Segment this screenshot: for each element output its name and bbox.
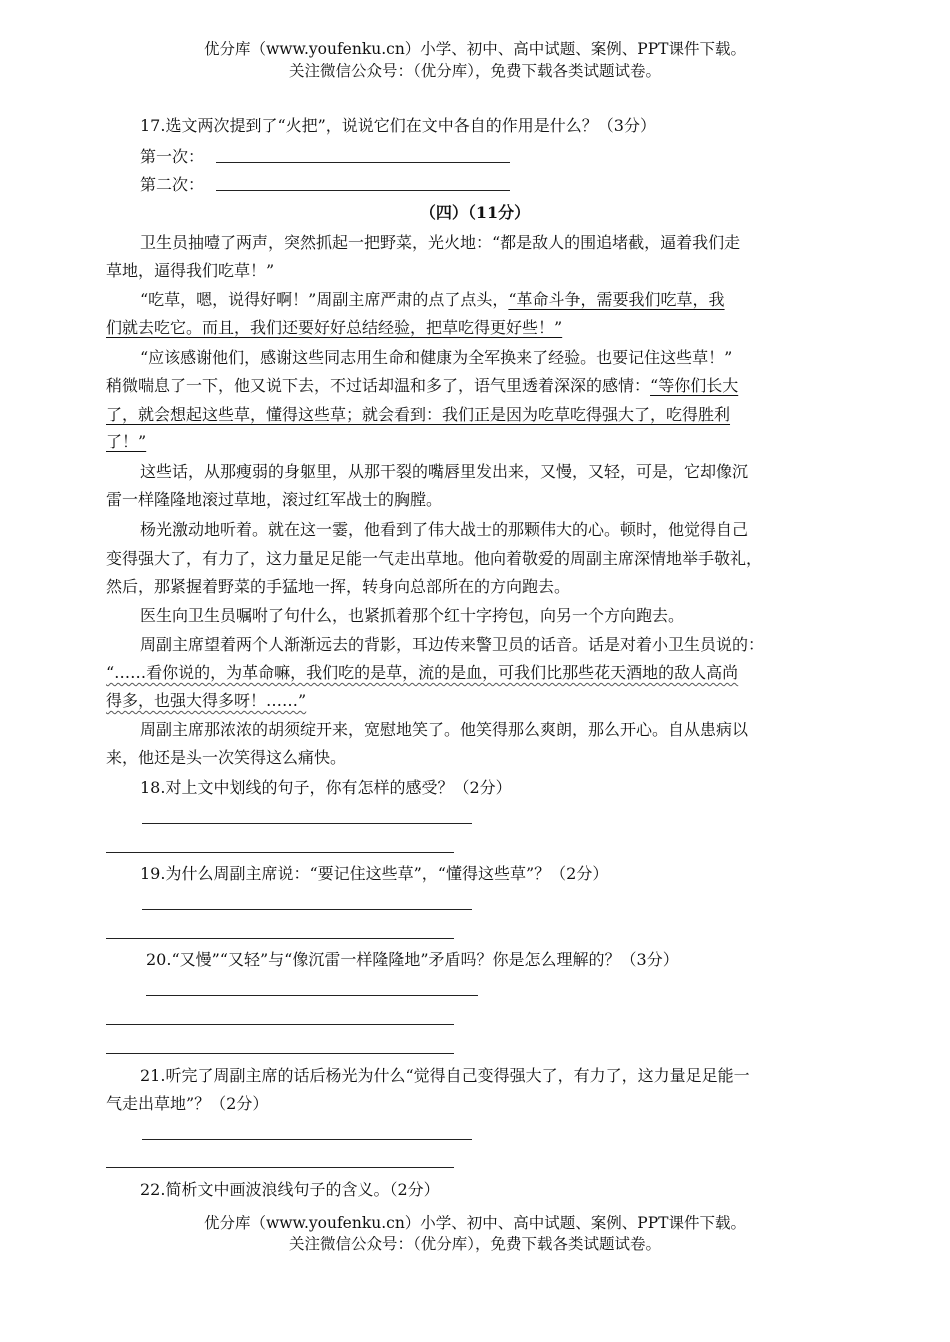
q18-answer-line-2[interactable] bbox=[106, 852, 454, 853]
question-20: 20.“又慢”“又轻”与“像沉雷一样隆隆地”矛盾吗？你是怎么理解的？（3分） bbox=[146, 950, 679, 969]
q19-answer-line-2[interactable] bbox=[106, 938, 454, 939]
passage-p5-line-2: 变得强大了，有力了，这力量足足能一气走出草地。他向着敬爱的周副主席深情地举手敬礼， bbox=[106, 549, 763, 568]
q19-answer-line-1[interactable] bbox=[142, 909, 472, 910]
footer-line-1: 优分库（www.youfenku.cn）小学、初中、高中试题、案例、PPT课件下载。 bbox=[203, 1214, 747, 1232]
p2-plain-text: “吃草，嗯，说得好啊！”周副主席严肃的点了点头， bbox=[140, 290, 509, 309]
q17-first-answer-line[interactable] bbox=[216, 162, 510, 163]
q20-answer-line-3[interactable] bbox=[106, 1053, 454, 1054]
passage-p8-line-1: 周副主席那浓浓的胡须绽开来，宽慰地笑了。他笑得那么爽朗，那么开心。自从患病以 bbox=[140, 720, 749, 739]
passage-p4-line-1: 这些话，从那瘦弱的身躯里，从那干裂的嘴唇里发出来，又慢，又轻，可是，它却像沉 bbox=[140, 462, 749, 481]
passage-p8-line-2: 来，他还是头一次笑得这么痛快。 bbox=[106, 748, 347, 767]
p2-underlined-text: “革命斗争，需要我们吃草，我 bbox=[508, 290, 725, 309]
q20-answer-line-1[interactable] bbox=[146, 995, 478, 996]
q17-second-label: 第二次： bbox=[140, 175, 205, 194]
question-22: 22.简析文中画波浪线句子的含义。（2分） bbox=[140, 1180, 440, 1199]
passage-p3-line-2 bbox=[106, 376, 738, 396]
question-21-line-1: 21.听完了周副主席的话后杨光为什么“觉得自己变得强大了，有力了，这力量足足能一 bbox=[140, 1066, 750, 1085]
q21-answer-line-2[interactable] bbox=[106, 1167, 454, 1168]
passage-p2-line-2 bbox=[106, 318, 562, 338]
passage-p3-line-4 bbox=[106, 432, 146, 452]
p3-plain-text: 稍微喘息了一下，他又说下去，不过话却温和多了，语气里透着深深的感情： bbox=[106, 376, 651, 395]
p2-underlined-text-2: 们就去吃它。而且，我们还要好好总结经验，把草吃得更好些！” bbox=[106, 318, 563, 337]
p3-underlined-text-3: 了！” bbox=[106, 432, 147, 451]
q17-first-label: 第一次： bbox=[140, 147, 205, 166]
p7-wavy-text-2: 得多，也强大得多呀！……” bbox=[106, 691, 307, 710]
passage-p2-line-1 bbox=[140, 290, 725, 310]
p3-underlined-text-2: 了，就会想起这些草，懂得这些草；就会看到：我们正是因为吃草吃得强大了，吃得胜利 bbox=[106, 405, 731, 424]
passage-p6: 医生向卫生员嘱咐了句什么，也紧抓着那个红十字挎包，向另一个方向跑去。 bbox=[140, 606, 685, 625]
question-17: 17.选文两次提到了“火把”，说说它们在文中各自的作用是什么？（3分） bbox=[140, 116, 656, 135]
section-title: （四）（11分） bbox=[419, 203, 531, 222]
passage-p1-line-2: 草地，逼得我们吃草！” bbox=[106, 261, 275, 280]
passage-p5-line-1: 杨光激动地听着。就在这一霎，他看到了伟大战士的那颗伟大的心。顿时，他觉得自己 bbox=[140, 520, 749, 539]
passage-p5-line-3: 然后，那紧握着野菜的手猛地一挥，转身向总部所在的方向跑去。 bbox=[106, 577, 571, 596]
question-21-line-2: 气走出草地”？（2分） bbox=[106, 1094, 269, 1113]
q21-answer-line-1[interactable] bbox=[142, 1139, 472, 1140]
question-19: 19.为什么周副主席说：“要记住这些草”，“懂得这些草”？（2分） bbox=[140, 864, 609, 883]
passage-p7-line-2 bbox=[106, 663, 738, 683]
p3-underlined-text: “等你们长大 bbox=[650, 376, 739, 395]
q18-answer-line-1[interactable] bbox=[142, 823, 472, 824]
passage-p1-line-1: 卫生员抽噎了两声，突然抓起一把野菜，光火地：“都是敌人的围追堵截，逼着我们走 bbox=[140, 233, 741, 252]
passage-p7-line-3 bbox=[106, 691, 306, 711]
passage-p4-line-2: 雷一样隆隆地滚过草地，滚过红军战士的胸膛。 bbox=[106, 490, 443, 509]
header-line-2: 关注微信公众号：（优分库），免费下载各类试题试卷。 bbox=[288, 62, 661, 80]
p7-wavy-text: “……看你说的，为革命嘛，我们吃的是草，流的是血，可我们比那些花天酒地的敌人高尚 bbox=[106, 663, 739, 682]
header-line-1: 优分库（www.youfenku.cn）小学、初中、高中试题、案例、PPT课件下载。 bbox=[203, 40, 747, 58]
q17-second-answer-line[interactable] bbox=[216, 190, 510, 191]
footer-line-2: 关注微信公众号：（优分库），免费下载各类试题试卷。 bbox=[288, 1235, 661, 1253]
question-18: 18.对上文中划线的句子，你有怎样的感受？（2分） bbox=[140, 778, 512, 797]
passage-p3-line-1: “应该感谢他们，感谢这些同志用生命和健康为全军换来了经验。也要记住这些草！” bbox=[140, 348, 733, 367]
passage-p7-line-1: 周副主席望着两个人渐渐远去的背影，耳边传来警卫员的话音。话是对着小卫生员说的： bbox=[140, 635, 765, 654]
passage-p3-line-3 bbox=[106, 405, 730, 425]
q20-answer-line-2[interactable] bbox=[106, 1024, 454, 1025]
